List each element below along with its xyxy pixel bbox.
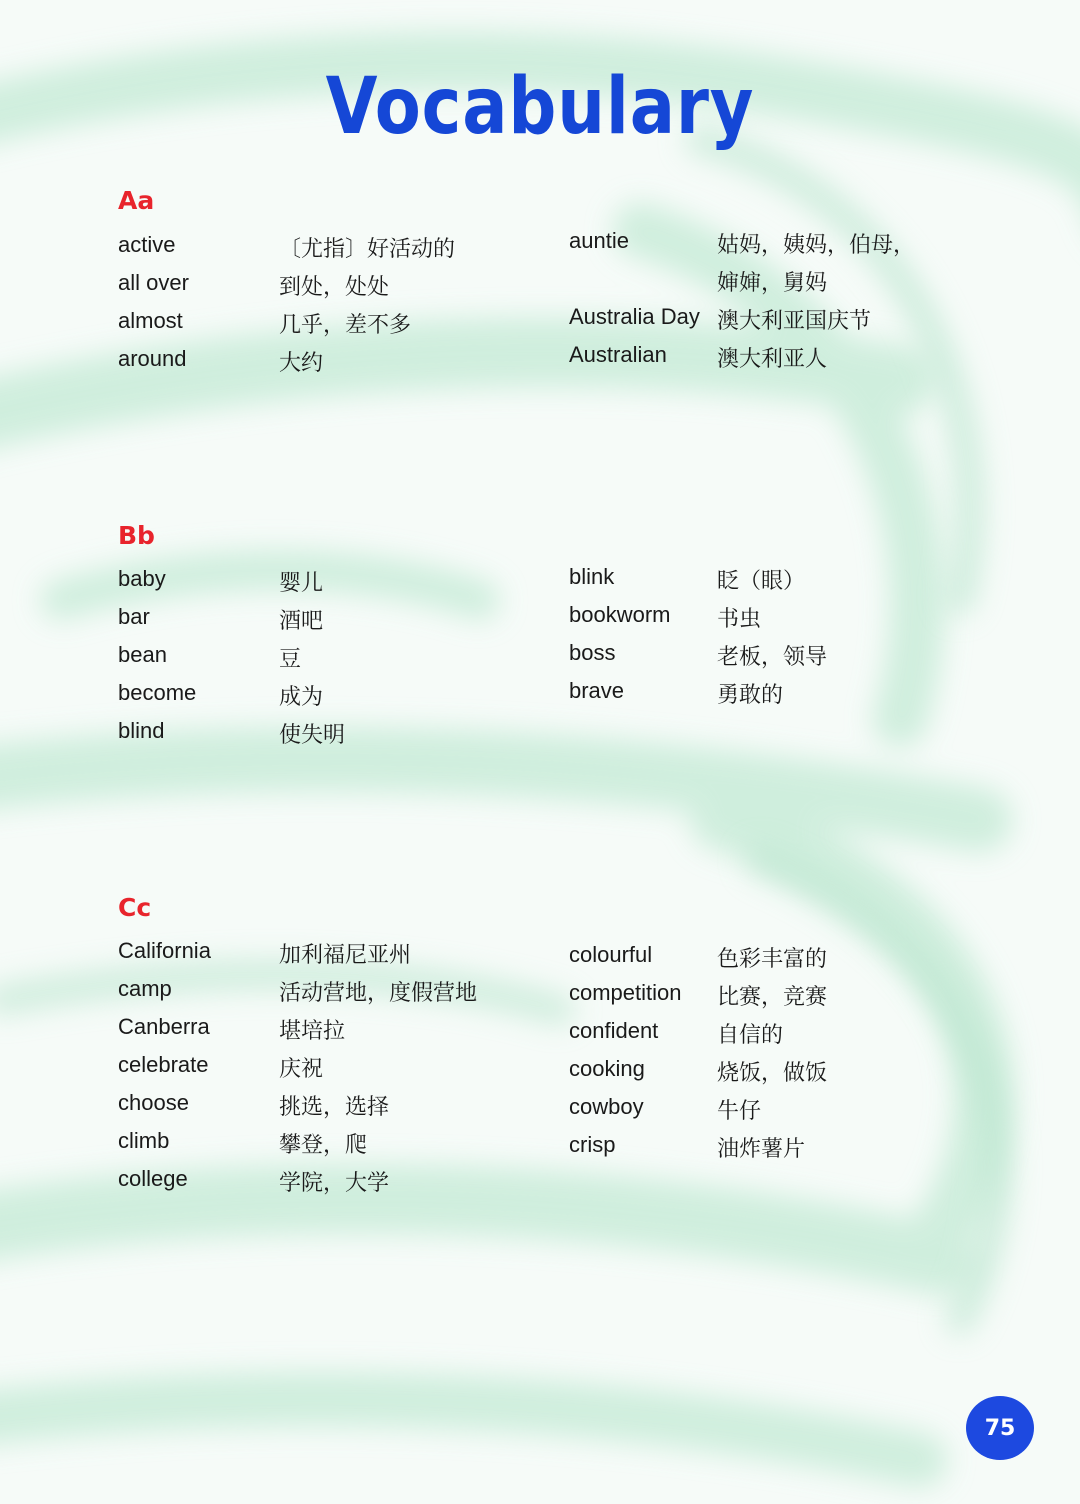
vocab-definition: 到处，处处: [279, 275, 390, 300]
vocab-definition: 婶婶，舅妈: [717, 271, 828, 296]
vocab-definition: 比赛，竞赛: [717, 985, 828, 1010]
vocab-definition: 勇敢的: [717, 683, 784, 708]
vocab-word: bar: [118, 604, 150, 629]
vocab-definition: 大约: [279, 351, 324, 376]
vocab-definition: 酒吧: [279, 609, 324, 634]
vocab-definition: 攀登，爬: [279, 1133, 368, 1158]
vocab-word: Australian: [569, 342, 667, 367]
vocab-word: colourful: [569, 942, 653, 967]
vocab-word: California: [118, 938, 211, 963]
page-title: Vocabulary: [325, 62, 755, 152]
vocab-word: active: [118, 232, 176, 257]
vocab-word: choose: [118, 1090, 189, 1115]
vocab-word: around: [118, 346, 187, 371]
vocab-word: cooking: [569, 1056, 645, 1081]
vocab-word: celebrate: [118, 1052, 209, 1077]
vocab-definition: 自信的: [717, 1023, 784, 1048]
vocab-definition: 色彩丰富的: [717, 947, 828, 972]
vocab-definition: 豆: [279, 647, 302, 672]
section-letter-c: Cc: [118, 893, 152, 922]
vocab-word: camp: [118, 976, 172, 1001]
vocab-definition: 庆祝: [279, 1057, 324, 1082]
vocab-definition: 几乎，差不多: [279, 313, 412, 338]
vocab-definition: 活动营地，度假营地: [279, 981, 478, 1006]
vocab-word: Canberra: [118, 1014, 210, 1039]
vocab-definition: 眨（眼）: [717, 569, 806, 594]
vocab-word: climb: [118, 1128, 170, 1153]
vocab-word: blink: [569, 564, 615, 589]
vocab-word: Australia Day: [569, 304, 700, 329]
vocab-word: cowboy: [569, 1094, 644, 1119]
vocab-word: bookworm: [569, 602, 671, 627]
vocab-definition: 使失明: [279, 723, 346, 748]
vocab-definition: 成为: [279, 685, 324, 710]
vocab-word: all over: [118, 270, 189, 295]
vocab-definition: 澳大利亚国庆节: [717, 309, 872, 334]
vocab-word: baby: [118, 566, 166, 591]
vocab-word: become: [118, 680, 197, 705]
vocab-definition: 姑妈，姨妈，伯母，: [717, 233, 916, 258]
page-number-badge: 75: [966, 1396, 1034, 1460]
vocab-definition: 挑选，选择: [279, 1095, 390, 1120]
vocab-definition: 澳大利亚人: [717, 347, 828, 372]
vocab-definition: 〔尤指〕好活动的: [279, 237, 456, 262]
vocab-word: blind: [118, 718, 165, 743]
vocab-word: crisp: [569, 1132, 616, 1157]
vocab-word: boss: [569, 640, 616, 665]
vocab-word: almost: [118, 308, 183, 333]
vocab-definition: 烧饭，做饭: [717, 1061, 828, 1086]
vocab-word: competition: [569, 980, 682, 1005]
vocab-word: confident: [569, 1018, 659, 1043]
vocab-word: college: [118, 1166, 188, 1191]
vocab-definition: 堪培拉: [279, 1019, 346, 1044]
vocab-word: auntie: [569, 228, 629, 253]
vocab-definition: 油炸薯片: [717, 1137, 806, 1162]
vocab-word: bean: [118, 642, 167, 667]
section-letter-b: Bb: [118, 521, 155, 550]
vocab-definition: 婴儿: [279, 571, 324, 596]
vocab-definition: 学院，大学: [279, 1171, 390, 1196]
vocab-definition: 牛仔: [717, 1099, 762, 1124]
vocab-definition: 加利福尼亚州: [279, 943, 412, 968]
vocab-definition: 老板，领导: [717, 645, 828, 670]
vocab-definition: 书虫: [717, 607, 762, 632]
section-letter-a: Aa: [118, 186, 155, 215]
vocab-word: brave: [569, 678, 625, 703]
